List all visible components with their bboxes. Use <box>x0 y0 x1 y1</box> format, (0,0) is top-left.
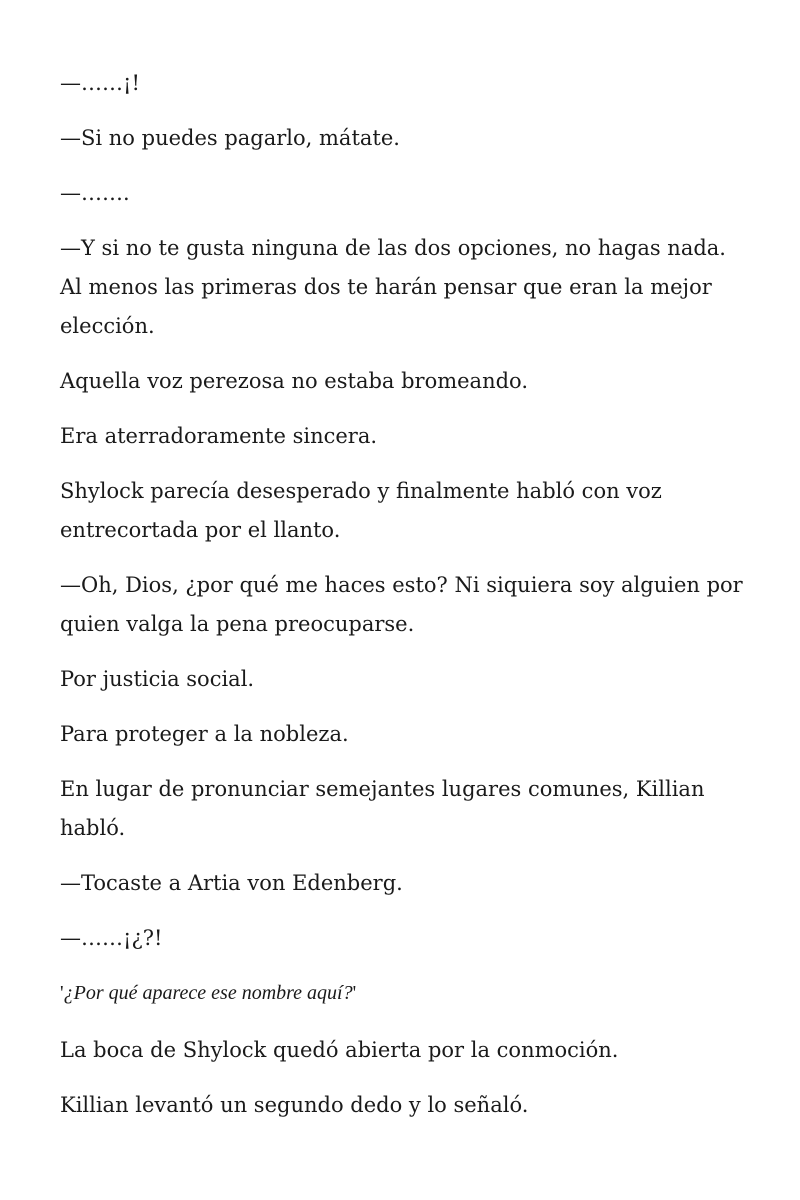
paragraph-10: Para proteger a la nobleza. <box>60 722 349 746</box>
thought-text: ¿Por qué aparece ese nombre aquí? <box>63 982 353 1004</box>
paragraph-15: Killian levantó un segundo dedo y lo señaló. <box>60 1093 529 1117</box>
thought-open-quote: ' <box>60 982 64 1004</box>
document-page <box>60 64 750 1141</box>
paragraph-4: —Y si no te gusta ninguna de las dos opciones, no hagas nada. Al menos las primeras dos te harán pensar que eran la mejor elección. <box>60 236 726 338</box>
inner-thought <box>60 974 750 1013</box>
paragraph-13: —……¡¿?! <box>60 926 163 950</box>
paragraph-1: —……¡! <box>60 71 140 95</box>
paragraph-6: Era aterradoramente sincera. <box>60 424 378 448</box>
paragraph-12: —Tocaste a Artia von Edenberg. <box>60 871 403 895</box>
paragraph-11: En lugar de pronunciar semejantes lugares comunes, Killian habló. <box>60 777 705 840</box>
thought-close-quote: ' <box>352 982 357 1004</box>
paragraph-8: —Oh, Dios, ¿por qué me haces esto? Ni siquiera soy alguien por quien valga la pena preocuparse. <box>60 573 743 636</box>
paragraph-3: —……. <box>60 181 130 205</box>
paragraph-5: Aquella voz perezosa no estaba bromeando. <box>60 369 528 393</box>
paragraph-14: La boca de Shylock quedó abierta por la conmoción. <box>60 1038 619 1062</box>
paragraph-2: —Si no puedes pagarlo, mátate. <box>60 126 400 150</box>
paragraph-9: Por justicia social. <box>60 667 255 691</box>
paragraph-7: Shylock parecía desesperado y finalmente habló con voz entrecortada por el llanto. <box>60 479 662 542</box>
